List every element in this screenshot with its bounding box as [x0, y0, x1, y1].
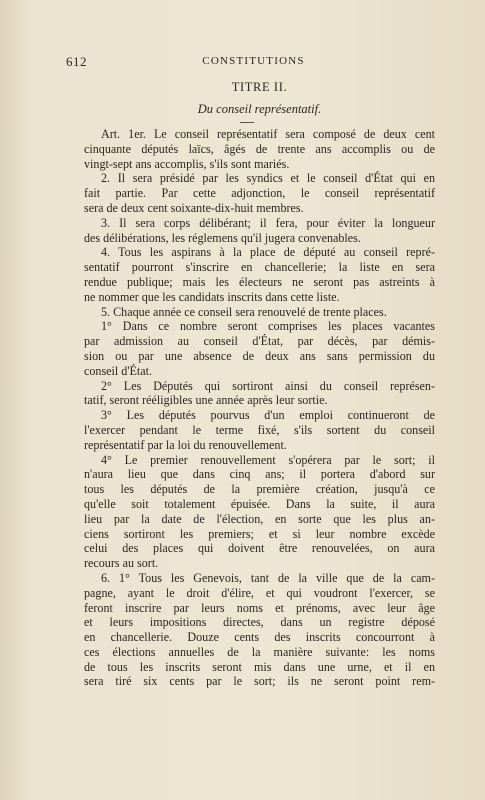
- text-line: vingt-sept ans accomplis, s'ils sont mariés.: [84, 156, 290, 171]
- text-line: n'aura lieu que dans cinq ans; il portera d'abord sur: [84, 467, 435, 482]
- section-subtitle: Du conseil représentatif.: [197, 102, 322, 116]
- text-line: recours au sort.: [84, 556, 159, 571]
- text-line: rendue publique; mais les électeurs ne seront pas astreints à: [84, 274, 435, 289]
- text-line: fait partie. Par cette adjonction, le conseil représentatif: [84, 186, 435, 201]
- text-line: conseil d'État.: [84, 363, 153, 378]
- text-line: 1° Dans ce nombre seront comprises les places vacantes: [101, 319, 435, 334]
- text-line: 2. Il sera présidé par les syndics et le conseil d'État qui en: [101, 171, 435, 186]
- text-line: feront inscrire par leurs noms et prénoms, avec leur âge: [84, 600, 435, 615]
- text-line: celui des places qui doivent être renouvelées, on aura: [84, 541, 435, 556]
- text-line: 4° Le premier renouvellement s'opérera par le sort; il: [101, 452, 435, 467]
- text-line: 4. Tous les aspirans à la place de député au conseil repré-: [101, 245, 435, 260]
- title-rule: [240, 122, 254, 123]
- text-line: qu'elle soit totalement épuisée. Dans la suite, il aura: [84, 496, 435, 511]
- text-line: 5. Chaque année ce conseil sera renouvelé de trente places.: [101, 304, 387, 319]
- text-line: sentatif pourront s'inscrire en chancellerie; la liste en sera: [84, 260, 435, 275]
- text-line: 6. 1° Tous les Genevois, tant de la ville que de la cam-: [101, 570, 435, 585]
- text-line: en chancellerie. Douze cents des inscrits concourront à: [84, 630, 435, 645]
- page-number: 612: [66, 54, 87, 69]
- text-line: ces élections annuelles de la manière suivante: les noms: [84, 644, 435, 659]
- text-line: tatif, seront rééligibles une année après leur sortie.: [84, 393, 328, 408]
- text-line: et leurs impositions directes, dans un registre déposé: [84, 615, 435, 630]
- text-line: Art. 1er. Le conseil représentatif sera composé de deux cent: [101, 127, 435, 141]
- running-head: [66, 54, 441, 68]
- running-title: CONSTITUTIONS: [202, 55, 305, 67]
- text-line: cinquante députés laïcs, âgés de trente ans accomplis ou de: [84, 141, 435, 156]
- body-text: [84, 127, 435, 689]
- text-line: ne nommer que les candidats inscrits dans cette liste.: [84, 289, 340, 304]
- text-line: représentatif par la loi du renouvellement.: [84, 437, 287, 452]
- text-line: 3° Les députés pourvus d'un emploi continueront de: [101, 408, 435, 423]
- text-line: sion ou par une absence de deux ans sans permission du: [84, 348, 435, 363]
- text-line: lieu par la date de l'élection, en sorte que les plus an-: [84, 511, 435, 526]
- text-line: par admission au conseil d'État, par décès, par démis-: [84, 334, 435, 349]
- text-line: ciens sortiront les premiers; et si leur nombre excède: [84, 526, 435, 541]
- text-line: 3. Il sera corps délibérant; il fera, pour éviter la longueur: [101, 215, 435, 230]
- section-title: TITRE II.: [231, 80, 288, 94]
- text-line: des délibérations, les réglemens qu'il jugera convenables.: [84, 230, 361, 245]
- text-line: pagne, ayant le droit d'élire, et qui voudront l'exercer, se: [84, 585, 435, 600]
- text-line: sera tiré six cents par le sort; ils ne seront point rem-: [84, 674, 435, 689]
- text-line: tous les députés de la première création, jusqu'à ce: [84, 482, 435, 497]
- text-line: 2° Les Députés qui sortiront ainsi du conseil représen-: [101, 378, 435, 393]
- text-line: sera de deux cent soixante-dix-huit membres.: [84, 200, 304, 215]
- text-line: l'exercer pendant le terme fixé, s'ils sortent du conseil: [84, 422, 435, 437]
- text-line: de tous les inscrits seront mis dans une urne, et il en: [84, 659, 435, 674]
